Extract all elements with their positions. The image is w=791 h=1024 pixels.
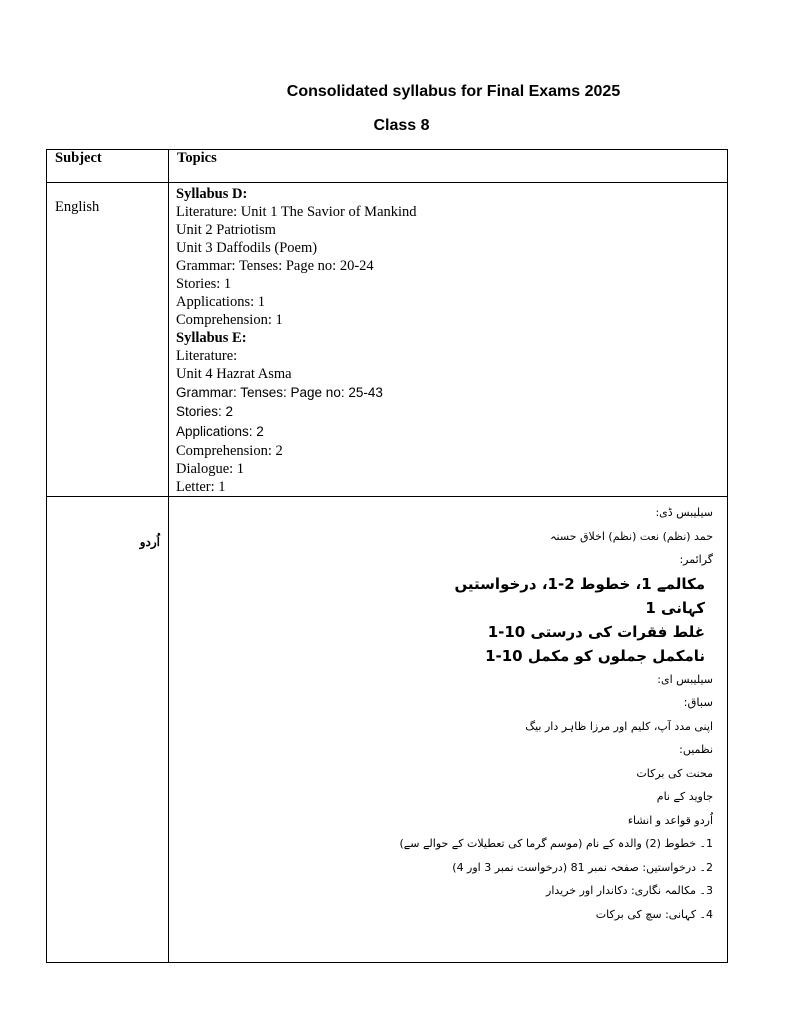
- urdu-topic: محنت کی برکات: [636, 766, 713, 780]
- urdu-lessons-heading: سباق:: [683, 695, 713, 709]
- urdu-row: [47, 497, 728, 963]
- english-topic: Applications: 1: [176, 294, 266, 310]
- english-syllabus-d-heading: Syllabus D:: [176, 186, 248, 202]
- document-title: Consolidated syllabus for Final Exams 2025: [286, 83, 621, 100]
- english-topic: Dialogue: 1: [176, 461, 245, 477]
- english-topic: Applications: 2: [176, 424, 264, 439]
- english-topic: Unit 2 Patriotism: [176, 222, 276, 238]
- english-subject-cell: [47, 183, 169, 497]
- english-topic: Grammar: Tenses: Page no: 25-43: [176, 385, 383, 400]
- english-topic: Comprehension: 1: [176, 312, 283, 328]
- header-subject: Subject: [55, 150, 102, 166]
- header-topics: Topics: [177, 150, 217, 166]
- english-syllabus-e-heading: Syllabus E:: [176, 330, 247, 346]
- class-label: Class 8: [373, 117, 430, 134]
- english-row: [47, 183, 728, 497]
- english-topic: Unit 4 Hazrat Asma: [176, 366, 292, 382]
- urdu-topic: نامکمل جملوں کو مکمل 10-1: [485, 646, 705, 665]
- urdu-topic: 3۔ مکالمہ نگاری: دکاندار اور خریدار: [546, 884, 713, 897]
- header-topics-cell: [169, 150, 728, 183]
- urdu-topic: اپنی مدد آپ، کلیم اور مرزا ظاہر دار بیگ: [525, 719, 713, 733]
- urdu-topic: حمد (نظم) نعت (نظم) اخلاق حسنہ: [550, 529, 713, 543]
- english-subject: English: [55, 199, 100, 215]
- urdu-topic: جاوید کے نام: [656, 790, 713, 803]
- urdu-topic: مکالمے 1، خطوط 2-1، درخواستیں: [454, 574, 705, 593]
- urdu-subject-cell: [47, 497, 169, 963]
- urdu-topic: 1۔ خطوط (2) والدہ کے نام (موسم گرما کی تعطیلات کے حوالے سے): [399, 837, 713, 850]
- english-topic: Literature:: [176, 348, 238, 364]
- table-header-row: [47, 150, 728, 183]
- urdu-topic: غلط فقرات کی درستی 10-1: [487, 622, 705, 641]
- urdu-poems-heading: نظمیں:: [679, 743, 713, 756]
- english-topic: Grammar: Tenses: Page no: 20-24: [176, 258, 374, 274]
- english-topic: Literature: Unit 1 The Savior of Mankind: [176, 204, 417, 220]
- urdu-topics-cell: [169, 497, 728, 963]
- english-topic: Unit 3 Daffodils (Poem): [176, 240, 318, 256]
- urdu-topic: 4۔ کہانی: سچ کی برکات: [595, 907, 713, 921]
- urdu-topic: 2۔ درخواستیں: صفحہ نمبر 81 (درخواست نمبر 3 اور 4): [452, 860, 713, 874]
- english-topics-cell: [169, 183, 728, 497]
- english-topic: Letter: 1: [176, 479, 226, 495]
- header-subject-cell: [47, 150, 169, 183]
- urdu-syllabus-e-heading: سیلیبس ای:: [657, 672, 713, 686]
- english-topic: Stories: 1: [176, 276, 232, 292]
- urdu-grammar-writing-heading: اُردو قواعد و انشاء: [627, 813, 713, 827]
- english-topic: Stories: 2: [176, 404, 234, 419]
- english-topic: Comprehension: 2: [176, 443, 283, 459]
- urdu-subject: اُردو: [139, 535, 160, 549]
- urdu-topic: کہانی 1: [645, 598, 705, 617]
- syllabus-table: [46, 149, 728, 963]
- urdu-grammar-heading: گرائمر:: [679, 553, 713, 566]
- urdu-syllabus-d-heading: سیلیبس ڈی:: [655, 506, 713, 519]
